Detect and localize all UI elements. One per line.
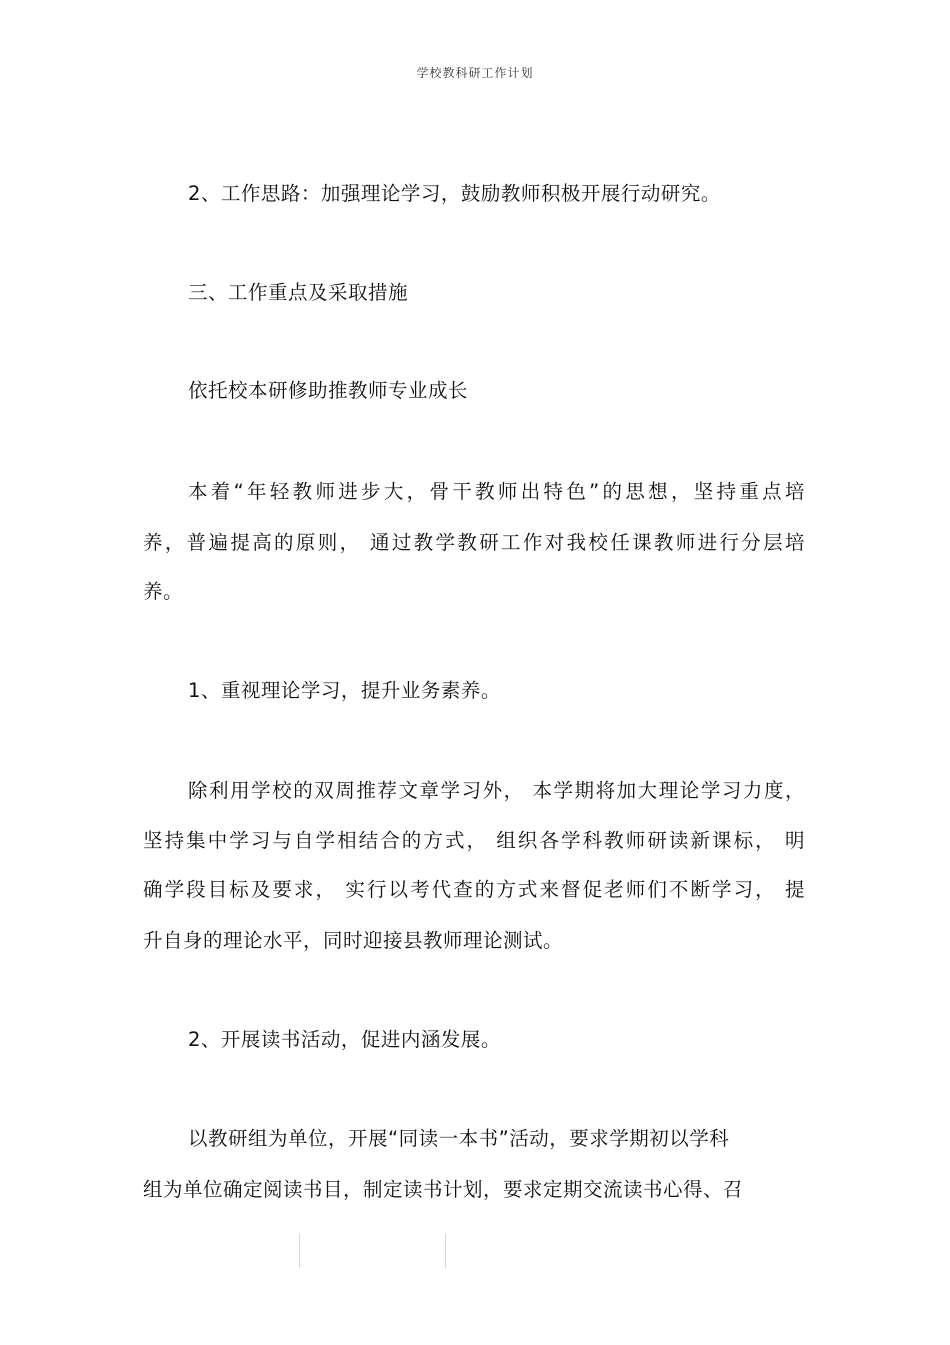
section-heading: 三、工作重点及采取措施 [188, 281, 409, 304]
paragraph-line: 养。 [143, 580, 184, 603]
paragraph-line: 升自身的理论水平，同时迎接县教师理论测试。 [143, 929, 564, 952]
paragraph-line: 确学段目标及要求， 实行以考代查的方式来督促老师们不断学习， 提 [143, 878, 805, 901]
paragraph-line: 坚持集中学习与自学相结合的方式， 组织各学科教师研读新课标， 明 [143, 829, 805, 852]
work-approach-line: 2、工作思路：加强理论学习，鼓励教师积极开展行动研究。 [188, 182, 721, 205]
page-header-title: 学校教科研工作计划 [416, 66, 534, 80]
scan-divider-left [299, 1234, 300, 1268]
item-heading-reading: 2、开展读书活动，促进内涵发展。 [188, 1028, 501, 1051]
item-heading-theory: 1、重视理论学习，提升业务素养。 [188, 679, 501, 702]
paragraph-line: 养，普遍提高的原则， 通过教学教研工作对我校任课教师进行分层培 [143, 531, 805, 554]
paragraph-line: 以教研组为单位，开展“同读一本书”活动，要求学期初以学科 [188, 1127, 730, 1150]
scan-divider-right [445, 1234, 446, 1268]
subheading-school-research: 依托校本研修助推教师专业成长 [188, 379, 469, 402]
paragraph-line: 组为单位确定阅读书目，制定读书计划，要求定期交流读书心得、召 [143, 1178, 744, 1201]
paragraph-line: 本着“年轻教师进步大，骨干教师出特色”的思想，坚持重点培 [188, 480, 805, 503]
paragraph-line: 除利用学校的双周推荐文章学习外， 本学期将加大理论学习力度， [188, 779, 805, 802]
